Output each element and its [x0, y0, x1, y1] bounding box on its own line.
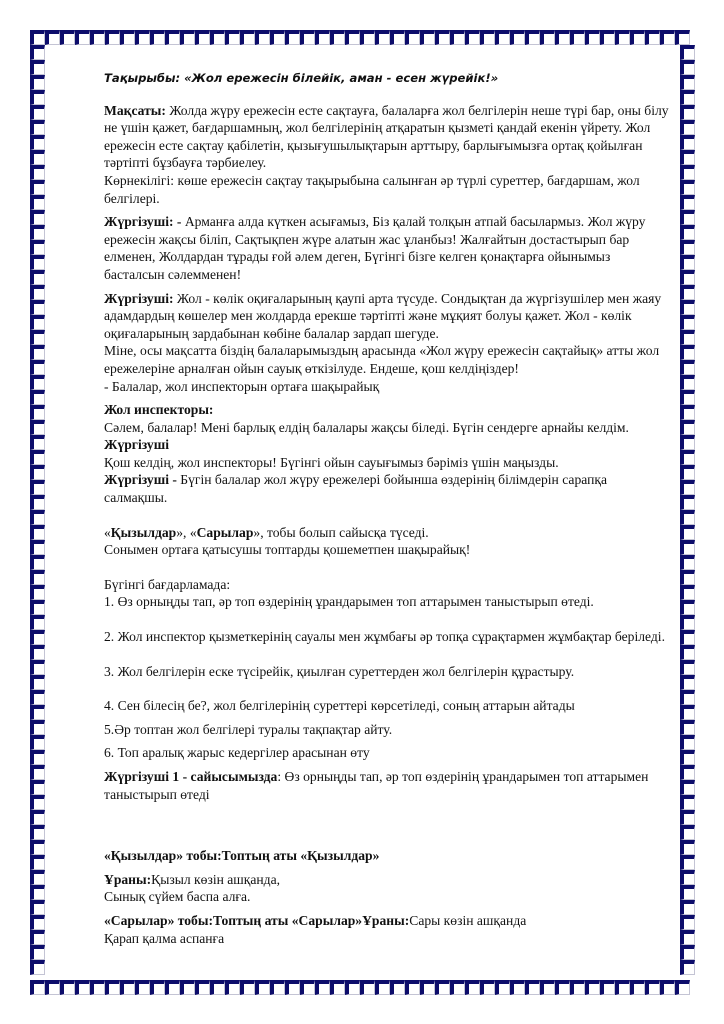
- border-tile: [680, 210, 695, 225]
- host-paragraph-2: [104, 290, 672, 343]
- border-tile: [660, 980, 675, 995]
- border-tile: [450, 30, 465, 45]
- border-tile: [680, 765, 695, 780]
- border-tile: [555, 30, 570, 45]
- motto-label: Ұраны:: [104, 871, 152, 887]
- border-tile: [30, 330, 45, 345]
- border-tile: [75, 980, 90, 995]
- program-item: 2. Жол инспектор қызметкерінің сауалы мен жұмбағы әр топқа сұрақтармен жұмбақтар беріледі.: [104, 629, 665, 645]
- border-tile: [585, 980, 600, 995]
- inspector-label: [104, 401, 672, 419]
- program-item: 6. Топ аралық жарыс кедергілер арасынан өту: [104, 745, 370, 761]
- border-tile: [680, 945, 695, 960]
- border-tile: [30, 270, 45, 285]
- border-tile: [435, 980, 450, 995]
- host-text: : Өз орныңды тап, әр топ өздерінің ұрандарымен топ аттарымен таныстырып өтеді: [104, 769, 649, 802]
- goal-text: Жолда жүру ережесін есте сақтауға, балаларға жол белгілерін неше түрі бар, оны білу не үшін қажет, бағдаршамның, жол белгілерінің атқаратын қызметі қандай екенін үйрету. Жол ережесін есте сақтау қабілетін, қызығушылықтарын арттыру, барлығымызға ортақ қойылған тәртіпті бұзбауға тәрбиелеу.: [104, 102, 669, 171]
- border-tile: [390, 980, 405, 995]
- border-tile: [30, 45, 45, 60]
- program-item: 1. Өз орныңды тап, әр топ өздерінің ұрандарымен топ аттарымен таныстырып өтеді.: [104, 594, 594, 610]
- host-text-3: Қош келдің, жол инспекторы! Бүгінгі ойын сауығымыз бәріміз үшін маңызды.: [104, 454, 559, 470]
- border-bottom: [30, 980, 690, 995]
- border-tile: [680, 60, 695, 75]
- border-tile: [680, 315, 695, 330]
- border-tile: [680, 285, 695, 300]
- team-yellow-motto-line2: Қарап қалма аспанға: [104, 930, 225, 946]
- border-tile: [675, 30, 690, 45]
- border-tile: [375, 30, 390, 45]
- border-tile: [680, 600, 695, 615]
- border-tile: [30, 60, 45, 75]
- border-tile: [135, 30, 150, 45]
- border-tile: [30, 405, 45, 420]
- host-label: Жүргізуші: [104, 437, 169, 453]
- border-tile: [285, 30, 300, 45]
- border-tile: [30, 165, 45, 180]
- border-tile: [225, 30, 240, 45]
- border-tile: [680, 240, 695, 255]
- border-tile: [680, 270, 695, 285]
- border-tile: [680, 795, 695, 810]
- border-tile: [30, 90, 45, 105]
- border-tile: [45, 980, 60, 995]
- border-tile: [30, 555, 45, 570]
- border-tile: [680, 105, 695, 120]
- border-tile: [495, 30, 510, 45]
- border-tile: [30, 300, 45, 315]
- border-tile: [30, 540, 45, 555]
- border-tile: [300, 30, 315, 45]
- border-tile: [570, 30, 585, 45]
- border-tile: [525, 30, 540, 45]
- inspector-label-text: Жол инспекторы:: [104, 402, 214, 418]
- border-tile: [435, 30, 450, 45]
- motto-line: Сары көзін ашқанда: [409, 912, 527, 928]
- border-tile: [680, 360, 695, 375]
- border-tile: [680, 255, 695, 270]
- border-tile: [165, 980, 180, 995]
- border-tile: [405, 30, 420, 45]
- border-tile: [30, 795, 45, 810]
- border-tile: [105, 30, 120, 45]
- border-tile: [135, 980, 150, 995]
- border-tile: [680, 660, 695, 675]
- border-tile: [680, 45, 695, 60]
- border-tile: [30, 780, 45, 795]
- border-tile: [680, 840, 695, 855]
- border-tile: [330, 30, 345, 45]
- border-tile: [30, 105, 45, 120]
- border-tile: [680, 135, 695, 150]
- border-tile: [375, 980, 390, 995]
- border-tile: [680, 915, 695, 930]
- border-tile: [680, 855, 695, 870]
- border-tile: [30, 315, 45, 330]
- border-tile: [30, 480, 45, 495]
- border-tile: [450, 980, 465, 995]
- border-tile: [680, 75, 695, 90]
- team-yellow: [104, 912, 672, 930]
- border-tile: [680, 885, 695, 900]
- border-tile: [30, 225, 45, 240]
- team-red-motto-line2: Сынық сүйем баспа алға.: [104, 889, 251, 905]
- host-label: Жүргізуші: -: [104, 214, 182, 230]
- border-tile: [600, 30, 615, 45]
- border-tile: [680, 780, 695, 795]
- border-tile: [30, 510, 45, 525]
- border-tile: [345, 980, 360, 995]
- border-tile: [30, 705, 45, 720]
- border-tile: [680, 615, 695, 630]
- border-tile: [330, 980, 345, 995]
- border-tile: [30, 240, 45, 255]
- border-tile: [255, 980, 270, 995]
- border-tile: [680, 375, 695, 390]
- border-tile: [30, 675, 45, 690]
- border-tile: [680, 480, 695, 495]
- border-tile: [165, 30, 180, 45]
- quote: », «: [176, 524, 197, 540]
- border-tile: [540, 980, 555, 995]
- inspector-text: Сәлем, балалар! Мені барлық елдің балалары жақсы біледі. Бүгін сендерге арнайы келдім.: [104, 419, 629, 435]
- border-tile: [680, 645, 695, 660]
- border-tile: [555, 980, 570, 995]
- border-tile: [30, 980, 45, 995]
- border-tile: [270, 30, 285, 45]
- border-tile: [680, 720, 695, 735]
- border-tile: [680, 90, 695, 105]
- border-tile: [60, 30, 75, 45]
- program-item: 5.Әр топтан жол белгілері туралы тақпақтар айту.: [104, 721, 393, 737]
- border-tile: [360, 30, 375, 45]
- border-tile: [680, 165, 695, 180]
- border-tile: [30, 915, 45, 930]
- border-tile: [255, 30, 270, 45]
- border-tile: [30, 930, 45, 945]
- border-tile: [615, 30, 630, 45]
- border-tile: [30, 495, 45, 510]
- border-tile: [180, 30, 195, 45]
- border-tile: [680, 675, 695, 690]
- border-tile: [210, 30, 225, 45]
- border-tile: [30, 120, 45, 135]
- border-tile: [240, 980, 255, 995]
- border-tile: [30, 345, 45, 360]
- border-tile: [30, 450, 45, 465]
- border-tile: [680, 585, 695, 600]
- host-label: Жүргізуші 1 - сайысымызда: [104, 769, 278, 784]
- border-tile: [30, 825, 45, 840]
- host-paragraph-2-line2: Міне, осы мақсатта біздің балаларымыздың арасында «Жол жүру ережесін сақтайық» атты жол ережелеріне арналған ойын сауық өткізілуде. Ендеше, қош келдіңіздер!: [104, 343, 660, 376]
- border-tile: [645, 980, 660, 995]
- border-tile: [30, 135, 45, 150]
- border-tile: [345, 30, 360, 45]
- border-tile: [680, 570, 695, 585]
- border-tile: [75, 30, 90, 45]
- border-tile: [30, 375, 45, 390]
- border-tile: [480, 980, 495, 995]
- program-item: 4. Сен білесің бе?, жол белгілерінің суреттері көрсетіледі, соның аттарын айтады: [104, 698, 575, 714]
- border-tile: [30, 810, 45, 825]
- border-tile: [30, 285, 45, 300]
- border-tile: [570, 980, 585, 995]
- border-tile: [30, 585, 45, 600]
- border-tile: [680, 225, 695, 240]
- border-tile: [30, 570, 45, 585]
- border-tile: [510, 980, 525, 995]
- goal-paragraph: [104, 102, 672, 172]
- border-tile: [30, 75, 45, 90]
- border-tile: [680, 450, 695, 465]
- team-name-yellow: Сарылар: [196, 524, 254, 540]
- border-tile: [225, 980, 240, 995]
- teams-line-2: Сонымен ортаға қатысушы топтарды қошеметпен шақырайық!: [104, 542, 471, 558]
- border-tile: [680, 465, 695, 480]
- border-tile: [30, 765, 45, 780]
- border-tile: [285, 980, 300, 995]
- border-tile: [150, 980, 165, 995]
- border-tile: [680, 900, 695, 915]
- border-tile: [680, 810, 695, 825]
- border-tile: [90, 980, 105, 995]
- border-right: [680, 45, 695, 975]
- border-tile: [120, 30, 135, 45]
- border-tile: [680, 150, 695, 165]
- border-tile: [30, 255, 45, 270]
- border-tile: [30, 210, 45, 225]
- document-body: [104, 70, 672, 947]
- border-tile: [30, 435, 45, 450]
- border-tile: [30, 690, 45, 705]
- border-tile: [680, 525, 695, 540]
- border-tile: [30, 195, 45, 210]
- team-yellow-heading: «Сарылар» тобы:Топтың аты «Сарылар»Ұраны:: [104, 912, 410, 928]
- border-tile: [680, 690, 695, 705]
- border-tile: [680, 930, 695, 945]
- border-tile: [630, 30, 645, 45]
- border-tile: [30, 180, 45, 195]
- border-tile: [680, 555, 695, 570]
- border-tile: [30, 960, 45, 975]
- program-heading: Бүгінгі бағдарламада:: [104, 576, 231, 592]
- document-title: Тақырыбы: «Жол ережесін білейік, аман - есен жүрейік!»: [104, 71, 499, 85]
- border-tile: [180, 980, 195, 995]
- border-left: [30, 45, 45, 975]
- host-text: Арманға алда күткен асығамыз, Біз қалай толқын атпай басылармыз. Жол жүру ережесін жақсы біліп, Сақтықпен жүре алатын жас ұланбыз! Жалғайтын достастырып бар елменен, Жолдардан тұрады ғой әлем деген, Бүгінгі бізге келген қонақтарға ойынымыз басталсын сәлемменен!: [104, 214, 646, 282]
- visual-aids: Көрнекілігі: көше ережесін сақтау тақырыбына салынған әр түрлі суреттер, бағдаршам, жол белгілері.: [104, 172, 640, 206]
- border-top: [30, 30, 690, 45]
- border-tile: [680, 705, 695, 720]
- border-tile: [60, 980, 75, 995]
- border-tile: [680, 405, 695, 420]
- border-tile: [680, 960, 695, 975]
- motto-line: Қызыл көзін ашқанда,: [151, 871, 281, 887]
- border-tile: [45, 30, 60, 45]
- border-tile: [30, 720, 45, 735]
- border-tile: [30, 870, 45, 885]
- border-tile: [680, 420, 695, 435]
- border-tile: [680, 540, 695, 555]
- border-tile: [680, 390, 695, 405]
- border-tile: [680, 825, 695, 840]
- host-paragraph-1: [104, 213, 672, 283]
- border-tile: [315, 30, 330, 45]
- host-paragraph-2-line3: - Балалар, жол инспекторын ортаға шақырайық: [104, 378, 380, 394]
- border-tile: [30, 615, 45, 630]
- border-tile: [465, 30, 480, 45]
- border-tile: [30, 735, 45, 750]
- team-red-heading-text: «Қызылдар» тобы:Топтың аты «Қызылдар»: [104, 848, 380, 864]
- border-tile: [420, 980, 435, 995]
- border-tile: [680, 750, 695, 765]
- quote: «: [104, 524, 111, 540]
- border-tile: [30, 420, 45, 435]
- border-tile: [480, 30, 495, 45]
- border-tile: [90, 30, 105, 45]
- host-paragraph-4: [104, 471, 672, 506]
- border-tile: [30, 150, 45, 165]
- border-tile: [510, 30, 525, 45]
- border-tile: [30, 630, 45, 645]
- border-tile: [30, 660, 45, 675]
- border-tile: [680, 495, 695, 510]
- border-tile: [30, 390, 45, 405]
- team-name-red: Қызылдар: [110, 524, 177, 540]
- host-text: Бүгін балалар жол жүру ережелері бойынша өздерінің білімдерін сарапқа салмақшы.: [104, 472, 608, 506]
- border-tile: [300, 980, 315, 995]
- border-tile: [30, 900, 45, 915]
- border-tile: [150, 30, 165, 45]
- border-tile: [615, 980, 630, 995]
- border-tile: [680, 180, 695, 195]
- border-tile: [680, 345, 695, 360]
- border-tile: [30, 600, 45, 615]
- program-item: 3. Жол белгілерін еске түсірейік, қиылған суреттерден жол белгілерін құрастыру.: [104, 663, 575, 679]
- border-tile: [680, 195, 695, 210]
- border-tile: [675, 980, 690, 995]
- border-tile: [680, 510, 695, 525]
- border-tile: [405, 980, 420, 995]
- teams-line: [104, 524, 672, 542]
- border-tile: [30, 855, 45, 870]
- host-label: Жүргізуші:: [104, 290, 174, 306]
- border-tile: [680, 630, 695, 645]
- border-tile: [585, 30, 600, 45]
- border-tile: [30, 645, 45, 660]
- border-tile: [465, 980, 480, 995]
- border-tile: [30, 360, 45, 375]
- border-tile: [680, 330, 695, 345]
- border-tile: [240, 30, 255, 45]
- border-tile: [105, 980, 120, 995]
- border-tile: [420, 30, 435, 45]
- border-tile: [210, 980, 225, 995]
- border-tile: [120, 980, 135, 995]
- border-tile: [680, 735, 695, 750]
- border-tile: [30, 885, 45, 900]
- border-tile: [525, 980, 540, 995]
- border-tile: [30, 30, 45, 45]
- host-paragraph-5: [104, 768, 672, 803]
- border-tile: [495, 980, 510, 995]
- border-tile: [680, 300, 695, 315]
- border-tile: [660, 30, 675, 45]
- border-tile: [360, 980, 375, 995]
- team-red-motto: [104, 871, 672, 889]
- border-tile: [645, 30, 660, 45]
- border-tile: [270, 980, 285, 995]
- border-tile: [30, 840, 45, 855]
- goal-label: Мақсаты:: [104, 102, 166, 118]
- border-tile: [315, 980, 330, 995]
- border-tile: [630, 980, 645, 995]
- border-tile: [30, 750, 45, 765]
- teams-rest: », тобы болып сайысқа түседі.: [253, 524, 429, 540]
- host-text: Жол - көлік оқиғаларының қаупі арта түсуде. Сондықтан да жүргізушілер мен жаяу адамдардың көшелер мен жолдарда ерекше тәртіпті және мұқият болуы қажет. Жол - көлік оқиғаларының зардабынан көбіне балалар зардап шегуде.: [104, 290, 662, 341]
- border-tile: [30, 945, 45, 960]
- border-tile: [195, 30, 210, 45]
- border-tile: [680, 870, 695, 885]
- border-tile: [390, 30, 405, 45]
- border-tile: [540, 30, 555, 45]
- border-tile: [600, 980, 615, 995]
- border-tile: [30, 525, 45, 540]
- team-red-heading: [104, 847, 672, 865]
- border-tile: [195, 980, 210, 995]
- border-tile: [680, 120, 695, 135]
- host-label-3: [104, 436, 672, 454]
- border-tile: [30, 465, 45, 480]
- host-label: Жүргізуші -: [104, 472, 177, 488]
- border-tile: [680, 435, 695, 450]
